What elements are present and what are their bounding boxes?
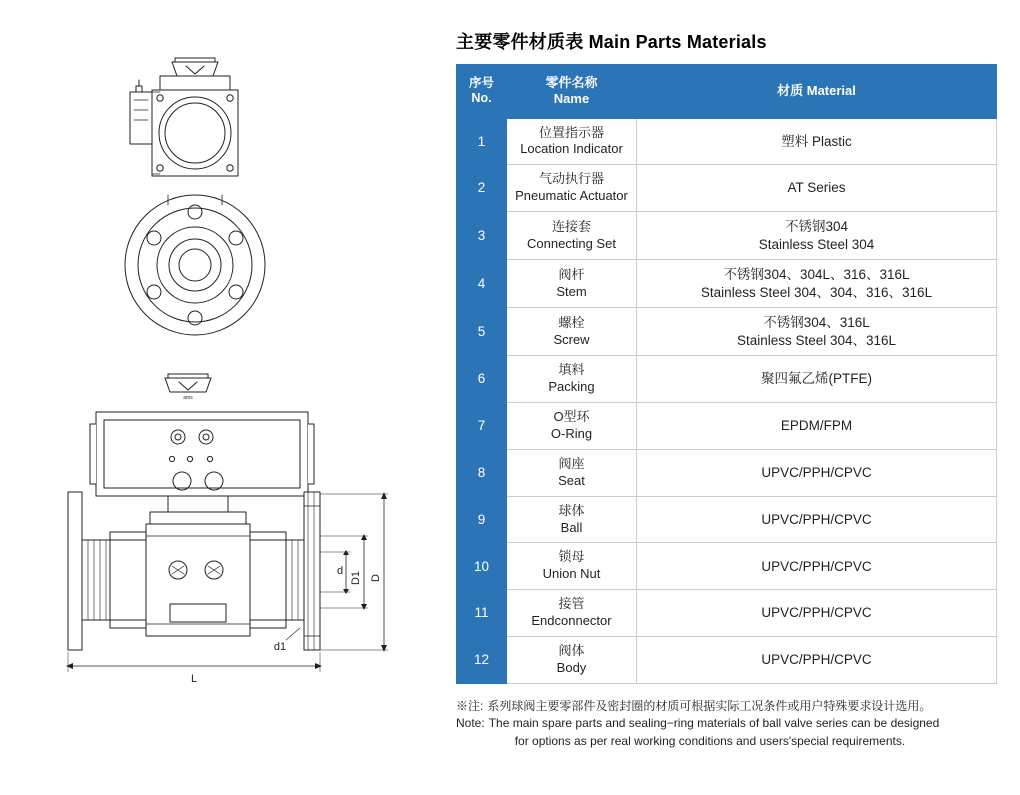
- row-number: 1: [457, 118, 507, 165]
- part-name: [507, 496, 637, 543]
- part-name: [507, 543, 637, 590]
- part-material-cn: UPVC/PPH/CPVC: [761, 652, 872, 668]
- column-header-name: [507, 65, 637, 119]
- part-material: [637, 212, 997, 260]
- footnote-cn-row: [456, 698, 1001, 715]
- part-material-en: Stainless Steel 304、316L: [736, 332, 897, 348]
- part-material: [637, 543, 997, 590]
- part-name-cn: O型环: [553, 409, 590, 425]
- part-name: [507, 356, 637, 403]
- part-material-cn: EPDM/FPM: [780, 418, 853, 434]
- row-number: 3: [457, 212, 507, 260]
- part-material-cn: AT Series: [787, 180, 846, 196]
- part-name-en: Screw: [553, 331, 590, 347]
- part-material: [637, 260, 997, 308]
- part-name: [507, 118, 637, 165]
- column-header-name-en: Name: [553, 91, 590, 107]
- row-number: 6: [457, 356, 507, 403]
- part-name-en: Union Nut: [542, 566, 601, 582]
- part-material: [637, 403, 997, 450]
- front-view-drawing: [68, 374, 320, 650]
- table-row: [457, 260, 997, 308]
- part-name: [507, 449, 637, 496]
- table-row: [457, 403, 997, 450]
- part-material-cn: 聚四氟乙烯(PTFE): [761, 371, 872, 387]
- row-number: 5: [457, 308, 507, 356]
- part-name-en: Pneumatic Actuator: [515, 188, 628, 204]
- part-name-cn: 球体: [558, 502, 585, 518]
- dimension-label-D: D: [370, 574, 382, 582]
- part-material: [637, 356, 997, 403]
- part-name-cn: 阀杆: [558, 266, 585, 282]
- row-number: 9: [457, 496, 507, 543]
- table-row: [457, 449, 997, 496]
- main-parts-materials-table: [456, 64, 997, 684]
- part-name: [507, 590, 637, 637]
- column-header-material: [637, 65, 997, 119]
- table-row: [457, 543, 997, 590]
- materials-panel: [452, 0, 1008, 795]
- part-material-cn: 塑料 Plastic: [781, 133, 852, 149]
- column-header-no-en: No.: [471, 91, 492, 106]
- part-name: [507, 165, 637, 212]
- part-material-en: Stainless Steel 304: [758, 236, 875, 252]
- part-name: [507, 260, 637, 308]
- part-material: [637, 165, 997, 212]
- row-number: 2: [457, 165, 507, 212]
- top-view-drawing: [125, 58, 265, 335]
- footnote-cn-label: ※注:: [456, 698, 484, 713]
- part-name-cn: 位置指示器: [538, 124, 604, 140]
- dimension-label-d: d: [336, 565, 344, 577]
- dimension-label-L: L: [190, 673, 198, 685]
- part-material-cn: UPVC/PPH/CPVC: [761, 558, 872, 574]
- column-header-name-cn: 零件名称: [545, 75, 598, 90]
- part-name: [507, 308, 637, 356]
- part-material: [637, 118, 997, 165]
- column-header-material-text: 材质 Material: [777, 83, 856, 99]
- table-row: [457, 496, 997, 543]
- table-row: [457, 356, 997, 403]
- part-material: [637, 308, 997, 356]
- part-material-en: Stainless Steel 304、304、316、316L: [700, 284, 933, 300]
- part-name: [507, 403, 637, 450]
- part-material: [637, 496, 997, 543]
- footnote-cn-text: 系列球阀主要零部件及密封圈的材质可根据实际工况条件或用户特殊要求设计选用。: [487, 698, 932, 713]
- part-material-cn: UPVC/PPH/CPVC: [761, 511, 872, 527]
- table-row: [457, 308, 997, 356]
- part-name-en: Connecting Set: [527, 235, 616, 251]
- footnote-en-line1: The main spare parts and sealing−ring materials of ball valve series can be designed: [488, 716, 940, 731]
- row-number: 10: [457, 543, 507, 590]
- table-row: [457, 118, 997, 165]
- part-name-cn: 锁母: [558, 549, 585, 565]
- part-name-en: Endconnector: [531, 613, 612, 629]
- part-material-cn: 不锈钢304、304L、316、316L: [723, 267, 910, 283]
- part-material-cn: 不锈钢304、316L: [763, 315, 870, 331]
- svg-text:ams: ams: [183, 395, 193, 401]
- drawing-panel: [0, 0, 440, 795]
- row-number: 11: [457, 590, 507, 637]
- part-name-cn: 连接套: [551, 218, 591, 234]
- row-number: 12: [457, 637, 507, 684]
- footnote-en-text: [489, 715, 1001, 750]
- part-material-cn: UPVC/PPH/CPVC: [761, 465, 872, 481]
- table-row: [457, 165, 997, 212]
- column-header-no: [457, 65, 507, 119]
- part-name-en: Packing: [548, 379, 595, 395]
- part-name-en: Location Indicator: [520, 141, 623, 157]
- part-material: [637, 637, 997, 684]
- part-name-cn: 填料: [558, 362, 585, 378]
- part-name-en: Body: [556, 659, 587, 675]
- table-row: [457, 590, 997, 637]
- table-row: [457, 637, 997, 684]
- part-name-cn: 气动执行器: [538, 171, 604, 187]
- valve-technical-drawing: [0, 0, 440, 795]
- footnote: [456, 698, 1001, 750]
- part-name: [507, 637, 637, 684]
- part-name-en: Seat: [558, 472, 585, 488]
- part-name: [507, 212, 637, 260]
- part-name-en: Stem: [556, 283, 587, 299]
- table-row: [457, 212, 997, 260]
- footnote-en-line2: for options as per real working conditions and users'special requirements.: [514, 733, 906, 748]
- dimension-label-d1-lower: d1: [273, 641, 287, 653]
- part-name-cn: 阀体: [558, 643, 585, 659]
- column-header-no-cn: 序号: [468, 75, 494, 90]
- footnote-en-row: [456, 715, 1001, 750]
- part-material: [637, 449, 997, 496]
- part-name-en: Ball: [560, 519, 583, 535]
- part-material: [637, 590, 997, 637]
- table-body: [457, 118, 997, 683]
- part-material-cn: 不锈钢304: [784, 219, 849, 235]
- footnote-en-label: Note:: [456, 716, 485, 731]
- row-number: 8: [457, 449, 507, 496]
- page-title: 主要零件材质表 Main Parts Materials: [456, 32, 767, 52]
- row-number: 7: [457, 403, 507, 450]
- dimension-label-d1: D1: [350, 570, 362, 586]
- part-name-cn: 阀座: [558, 455, 585, 471]
- row-number: 4: [457, 260, 507, 308]
- part-name-cn: 接管: [558, 596, 585, 612]
- table-header-row: [457, 65, 997, 119]
- part-material-cn: UPVC/PPH/CPVC: [761, 605, 872, 621]
- part-name-cn: 螺栓: [558, 314, 585, 330]
- part-name-en: O-Ring: [550, 426, 593, 442]
